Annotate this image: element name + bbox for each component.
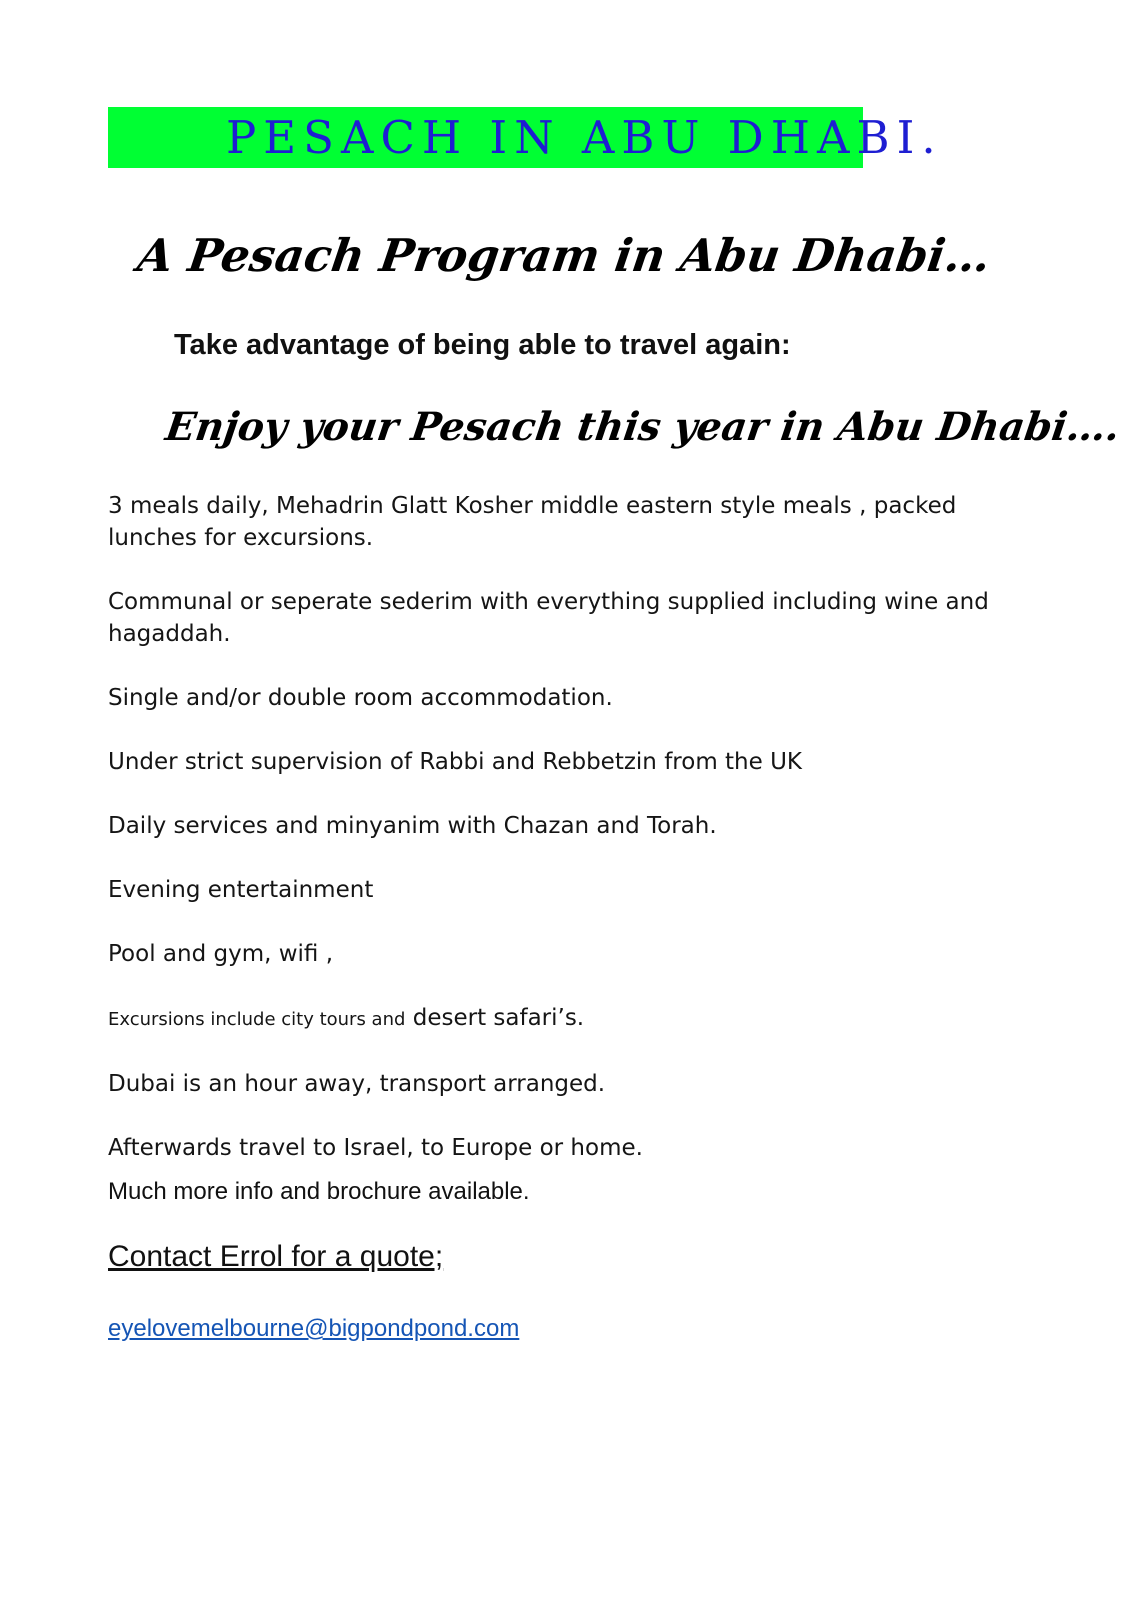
title-banner	[108, 107, 943, 168]
list-item-services: Daily services and minyanim with Chazan and Torah.	[108, 813, 717, 839]
tagline: Enjoy your Pesach this year in Abu Dhabi….	[162, 404, 1123, 450]
list-item-excursions	[108, 1002, 1008, 1036]
excursions-text-large: desert safari’s.	[405, 1005, 585, 1031]
list-item-dubai: Dubai is an hour away, transport arranged.	[108, 1071, 606, 1097]
list-item-supervision: Under strict supervision of Rabbi and Rebbetzin from the UK	[108, 749, 803, 775]
list-item-rooms: Single and/or double room accommodation.	[108, 685, 613, 711]
email-link[interactable]: eyelovemelbourne@bigpondpond.com	[108, 1315, 520, 1342]
subheading: Take advantage of being able to travel again:	[174, 329, 791, 361]
list-item-afterwards: Afterwards travel to Israel, to Europe or home.	[108, 1135, 643, 1161]
banner-title: PESACH IN ABU DHABI.	[226, 111, 943, 164]
headline: A Pesach Program in Abu Dhabi…	[134, 229, 994, 282]
info-note: Much more info and brochure available.	[108, 1178, 530, 1205]
list-item-entertainment: Evening entertainment	[108, 877, 374, 903]
features-list	[108, 490, 1008, 1196]
list-item-facilities: Pool and gym, wifi ,	[108, 941, 334, 967]
excursions-text-small: Excursions include city tours and	[108, 1009, 406, 1030]
list-item-sederim: Communal or seperate sederim with everything supplied including wine and hagaddah.	[108, 589, 989, 647]
list-item-meals: 3 meals daily, Mehadrin Glatt Kosher middle eastern style meals , packed lunches for excursions.	[108, 493, 957, 551]
contact-heading: Contact Errol for a quote;	[108, 1240, 444, 1273]
